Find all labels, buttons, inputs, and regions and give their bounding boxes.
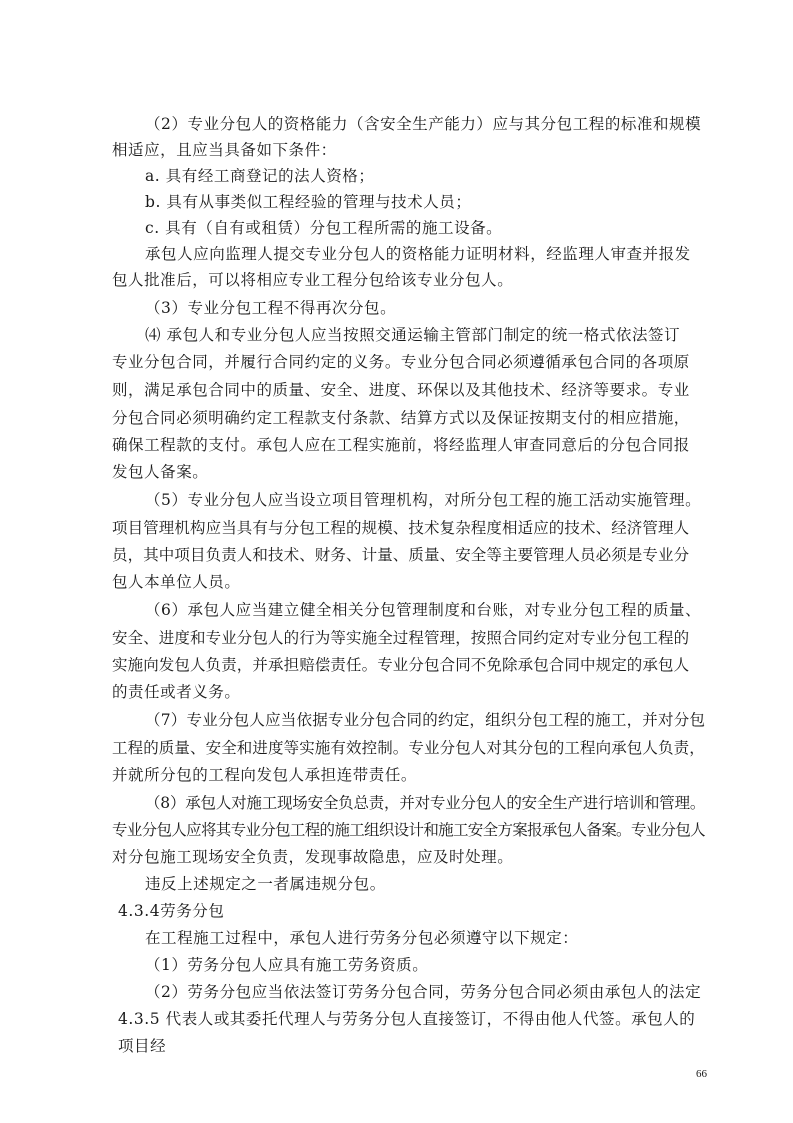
text-line: ⑷ 承包人和专业分包人应当按照交通运输主管部门制定的统一格式依法签订 bbox=[145, 326, 681, 344]
text-line: 安全、进度和专业分包人的行为等实施全过程管理，按照合同约定对专业分包工程的 bbox=[112, 629, 690, 647]
text-line: 在工程施工过程中，承包人进行劳务分包必须遵守以下规定： bbox=[145, 929, 579, 947]
text-line: （3）专业分包工程不得再次分包。 bbox=[145, 299, 397, 317]
text-line: （7）专业分包人应当依据专业分包合同的约定，组织分包工程的施工，并对分包 bbox=[145, 711, 706, 729]
text-line: a. 具有经工商登记的法人资格； bbox=[145, 167, 375, 185]
text-line: （2）劳务分包应当依法签订劳务分包合同，劳务分包合同必须由承包人的法定 bbox=[145, 983, 702, 1001]
page-number: 66 bbox=[696, 1068, 707, 1080]
text-line: 实施向发包人负责，并承担赔偿责任。专业分包合同不免除承包合同中规定的承包人 bbox=[112, 656, 690, 674]
text-line: 对分包施工现场安全负责，发现事故隐患，应及时处理。 bbox=[112, 848, 514, 866]
text-line: 相适应，且应当具备如下条件： bbox=[112, 141, 337, 159]
text-line: （2）专业分包人的资格能力（含安全生产能力）应与其分包工程的标准和规模 bbox=[145, 115, 702, 133]
text-line: c. 具有（自有或租赁）分包工程所需的施工设备。 bbox=[145, 219, 503, 237]
text-line: 4.3.5 代表人或其委托代理人与劳务分包人直接签订，不得由他人代签。承包人的 bbox=[118, 1010, 696, 1028]
text-line: （1）劳务分包人应具有施工劳务资质。 bbox=[145, 956, 429, 974]
section-heading: 4.3.4劳务分包 bbox=[118, 902, 225, 920]
text-line: 的责任或者义务。 bbox=[112, 683, 241, 701]
text-line: 并就所分包的工程向发包人承担连带责任。 bbox=[112, 766, 417, 784]
text-line: （8）承包人对施工现场安全负总责，并对专业分包人的安全生产进行培训和管理。 bbox=[145, 794, 706, 812]
text-line: 包人批准后，可以将相应专业工程分包给该专业分包人。 bbox=[112, 271, 514, 289]
text-line: （5）专业分包人应当设立项目管理机构，对所分包工程的施工活动实施管理。 bbox=[145, 491, 702, 509]
text-line: 专业分包合同，并履行合同约定的义务。专业分包合同必须遵循承包合同的各项原 bbox=[112, 353, 690, 371]
text-line: 项目管理机构应当具有与分包工程的规模、技术复杂程度相适应的技术、经济管理人 bbox=[112, 519, 690, 537]
text-line: 工程的质量、安全和进度等实施有效控制。专业分包人对其分包的工程向承包人负责， bbox=[112, 739, 705, 757]
text-line: 确保工程款的支付。承包人应在工程实施前，将经监理人审查同意后的分包合同报 bbox=[112, 436, 690, 454]
text-line: 则，满足承包合同中的质量、安全、进度、环保以及其他技术、经济等要求。专业 bbox=[112, 381, 690, 399]
text-line: 员，其中项目负责人和技术、财务、计量、质量、安全等主要管理人员必须是专业分 bbox=[112, 546, 690, 564]
text-line: 发包人备案。 bbox=[112, 463, 209, 481]
text-line: 项目经 bbox=[118, 1037, 167, 1055]
text-line: b. 具有从事类似工程经验的管理与技术人员； bbox=[145, 193, 472, 211]
text-line: （6）承包人应当建立健全相关分包管理制度和台账，对专业分包工程的质量、 bbox=[145, 601, 702, 619]
text-line: 违反上述规定之一者属违规分包。 bbox=[145, 875, 386, 893]
text-line: 分包合同必须明确约定工程款支付条款、结算方式以及保证按期支付的相应措施， bbox=[112, 409, 690, 427]
text-line: 承包人应向监理人提交专业分包人的资格能力证明材料，经监理人审查并报发 bbox=[145, 245, 691, 263]
text-line: 包人本单位人员。 bbox=[112, 573, 241, 591]
text-line: 专业分包人应将其专业分包工程的施工组织设计和施工安全方案报承包人备案。专业分包人 bbox=[112, 821, 706, 839]
